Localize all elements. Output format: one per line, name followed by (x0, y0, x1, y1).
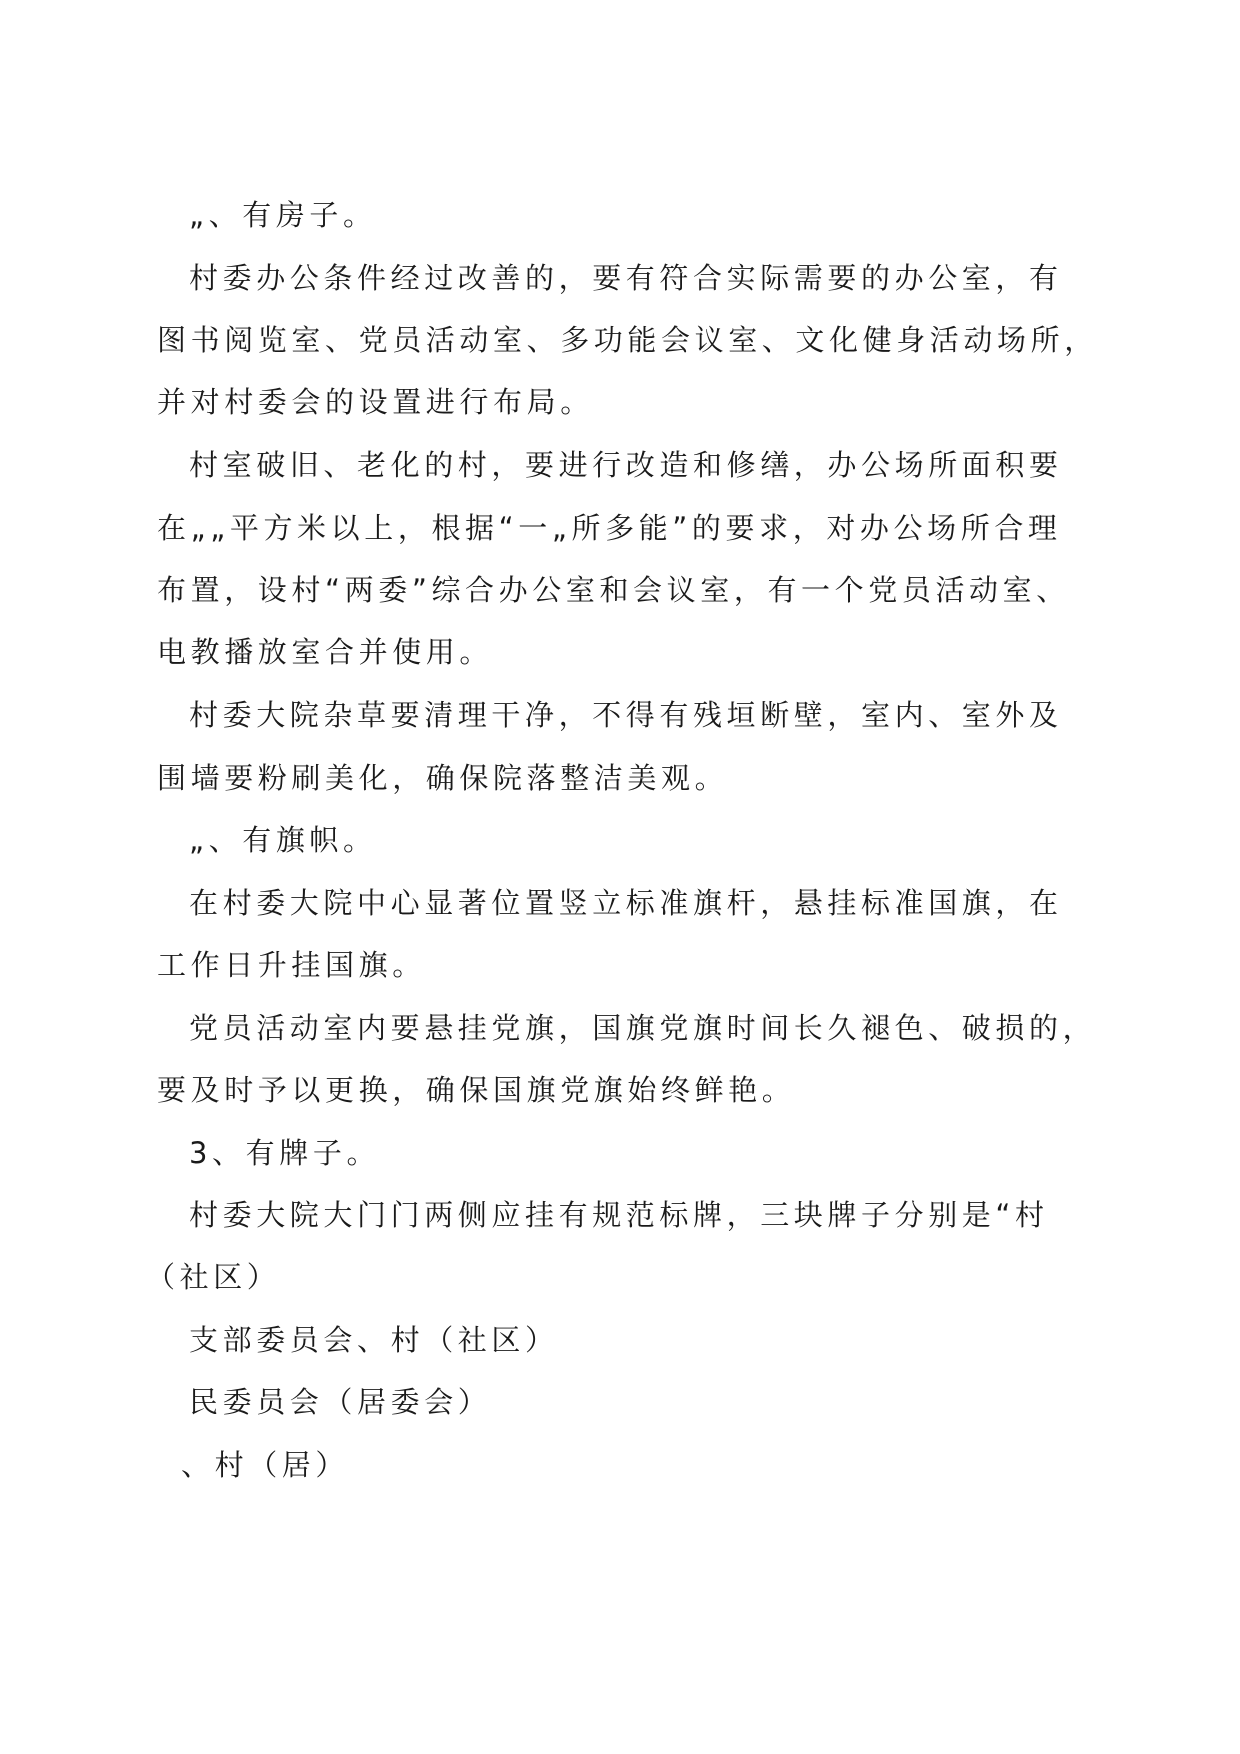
paragraph-line: （社区） (146, 1260, 281, 1294)
paragraph-line: 围墙要粉刷美化，确保院落整洁美观。 (157, 761, 729, 795)
paragraph-line: 村委大院大门门两侧应挂有规范标牌，三块牌子分别是“村 (189, 1198, 1049, 1232)
paragraph-line: 党员活动室内要悬挂党旗，国旗党旗时间长久褪色、破损的， (189, 1011, 1097, 1045)
paragraph-line: 村委办公条件经过改善的，要有符合实际需要的办公室，有 (189, 261, 1063, 295)
paragraph-line: 布置，设村“两委”综合办公室和会议室，有一个党员活动室、 (157, 573, 1070, 607)
paragraph-line: 、村（居） (181, 1448, 350, 1482)
paragraph-line: 要及时予以更换，确保国旗党旗始终鲜艳。 (157, 1073, 796, 1107)
paragraph-line: 民委员会（居委会） (189, 1385, 492, 1419)
paragraph-line: 在„„平方米以上，根据“一„所多能”的要求，对办公场所合理 (157, 511, 1062, 545)
heading-sign: 3、有牌子。 (189, 1136, 381, 1170)
paragraph-line: 图书阅览室、党员活动室、多功能会议室、文化健身活动场所， (157, 323, 1098, 357)
heading-house: „、有房子。 (189, 198, 377, 232)
paragraph-line: 支部委员会、村（社区） (189, 1323, 559, 1357)
paragraph-line: 村委大院杂草要清理干净，不得有残垣断壁，室内、室外及 (189, 698, 1063, 732)
paragraph-line: 电教播放室合并使用。 (157, 635, 494, 669)
paragraph-line: 村室破旧、老化的村，要进行改造和修缮，办公场所面积要 (189, 448, 1063, 482)
paragraph-line: 工作日升挂国旗。 (157, 948, 426, 982)
paragraph-line: 在村委大院中心显著位置竖立标准旗杆，悬挂标准国旗，在 (189, 886, 1063, 920)
heading-flag: „、有旗帜。 (189, 823, 377, 857)
paragraph-line: 并对村委会的设置进行布局。 (157, 385, 594, 419)
